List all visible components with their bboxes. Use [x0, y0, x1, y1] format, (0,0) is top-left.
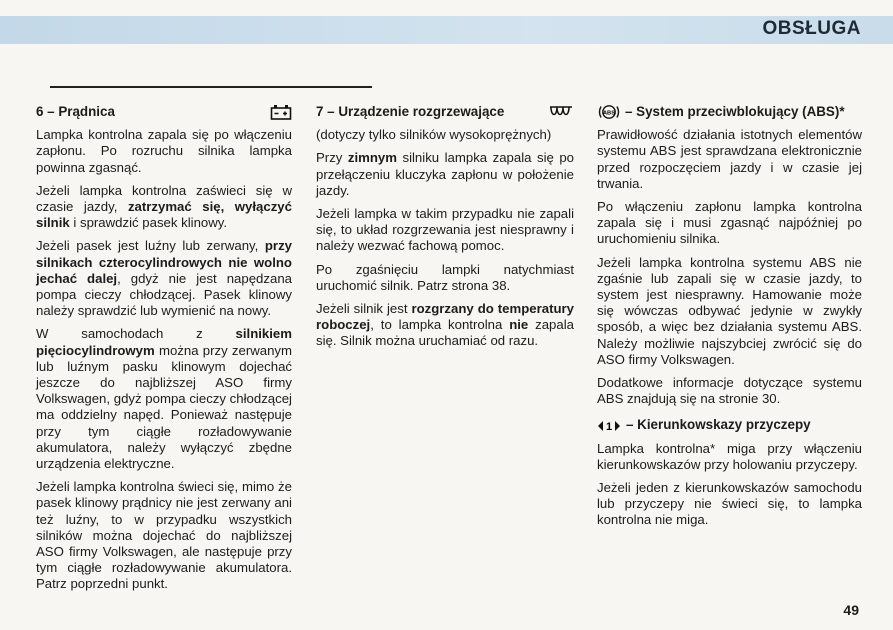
- paragraph: Lampka kontrolna zapala się po włączeniu zapłonu. Po rozruchu silnika lampka powinna zgasnąć.: [36, 127, 292, 175]
- paragraph: Jeżeli lampka kontrolna zaświeci się w czasie jazdy, zatrzymać się, wyłączyć silnik i sprawdzić pasek klinowy.: [36, 182, 292, 231]
- heading-trailer-signals: [597, 417, 862, 433]
- heading-text: 7 – Urządzenie rozgrzewające: [316, 104, 505, 119]
- paragraph: Jeżeli silnik jest rozgrzany do temperatury roboczej, to lampka kontrolna nie zapala się. Silnik można uruchamiać od razu.: [316, 301, 574, 349]
- paragraph: Prawidłowość działania istotnych elementów systemu ABS jest sprawdzana elektronicznie przed rozpoczęciem jazdy i w czasie jej trwania.: [597, 127, 862, 191]
- glow-plug-icon: [548, 104, 574, 120]
- heading-glow-plug: [316, 104, 574, 120]
- heading-text: 6 – Prądnica: [36, 104, 115, 119]
- paragraph: Jeżeli lampka w takim przypadku nie zapali się, to układ rozgrzewania jest niesprawny i należy wezwać fachową pomoc.: [316, 206, 574, 254]
- paragraph: Po zgaśnięciu lampki natychmiast uruchomić silnik. Patrz strona 38.: [316, 261, 574, 293]
- paragraph: W samochodach z silnikiem pięciocylindrowym można przy zerwanym lub luźnym pasku klinowym dojechać jeszcze do najbliższej ASO firmy Volkswagen, gdyż pompa cieczy chłodzącej ma oddzielny napęd. Ponieważ następuje przy tym ciągłe rozładowywanie akumulatora, należy wyłączyć zbędne urządzenia elektryczne.: [36, 326, 292, 472]
- paragraph: Jeżeli pasek jest luźny lub zerwany, przy silnikach czterocylindrowych nie wolno jechać dalej, gdyż nie jest napędzana pompa cieczy chłodzącej. Pasek klinowy należy sprawdzić lub wymienić na nowy.: [36, 238, 292, 319]
- svg-text:1: 1: [605, 420, 613, 433]
- paragraph: Dodatkowe informacje dotyczące systemu ABS znajdują się na stronie 30.: [597, 375, 862, 407]
- paragraph: Jeżeli lampka kontrolna systemu ABS nie zgaśnie lub zapali się w czasie jazdy, to system jest niesprawny. Hamowanie może się wówczas odbywać jedynie w zwykły sposób, a więc bez działania systemu ABS. Należy możliwie najszybciej zwrócić się do ASO firmy Volkswagen.: [597, 254, 862, 367]
- column-divider-rule: [50, 86, 372, 88]
- paragraph: Jeżeli jeden z kierunkowskazów samochodu lub przyczepy nie świeci się, to lampka kontrolna nie miga.: [597, 480, 862, 528]
- column-3: [597, 104, 862, 536]
- paragraph: Po włączeniu zapłonu lampka kontrolna zapala się i musi zgasnąć najpóźniej po uruchomieniu silnika.: [597, 199, 862, 247]
- heading-abs: [597, 104, 862, 120]
- heading-text: – System przeciwblokujący (ABS)*: [625, 104, 845, 119]
- paragraph: Jeżeli lampka kontrolna świeci się, mimo że pasek klinowy prądnicy nie jest zerwany ani też luźny, to w przypadku wszystkich silników można dojechać do najbliższej ASO firmy Volkswagen, ale następuje przy tym ciągłe rozładowywanie akumulatora. Patrz poprzedni punkt.: [36, 479, 292, 592]
- column-2: [316, 104, 574, 357]
- section-title: OBSŁUGA: [762, 18, 861, 39]
- page-number: 49: [843, 602, 859, 618]
- battery-icon: [270, 104, 292, 120]
- paragraph: (dotyczy tylko silników wysokoprężnych): [316, 127, 552, 143]
- paragraph: Przy zimnym silniku lampka zapala się po przełączeniu kluczyka zapłonu w położenie jazdy.: [316, 150, 574, 198]
- svg-text:ABS: ABS: [602, 110, 616, 117]
- heading-alternator: [36, 104, 292, 120]
- heading-text: – Kierunkowskazy przyczepy: [626, 417, 811, 433]
- trailer-turn-signal-icon: [597, 419, 621, 433]
- paragraph: Lampka kontrolna* miga przy włączeniu kierunkowskazów przy holowaniu przyczepy.: [597, 440, 862, 472]
- header-band: [0, 16, 893, 44]
- column-1: [36, 104, 292, 600]
- abs-icon: [597, 104, 621, 120]
